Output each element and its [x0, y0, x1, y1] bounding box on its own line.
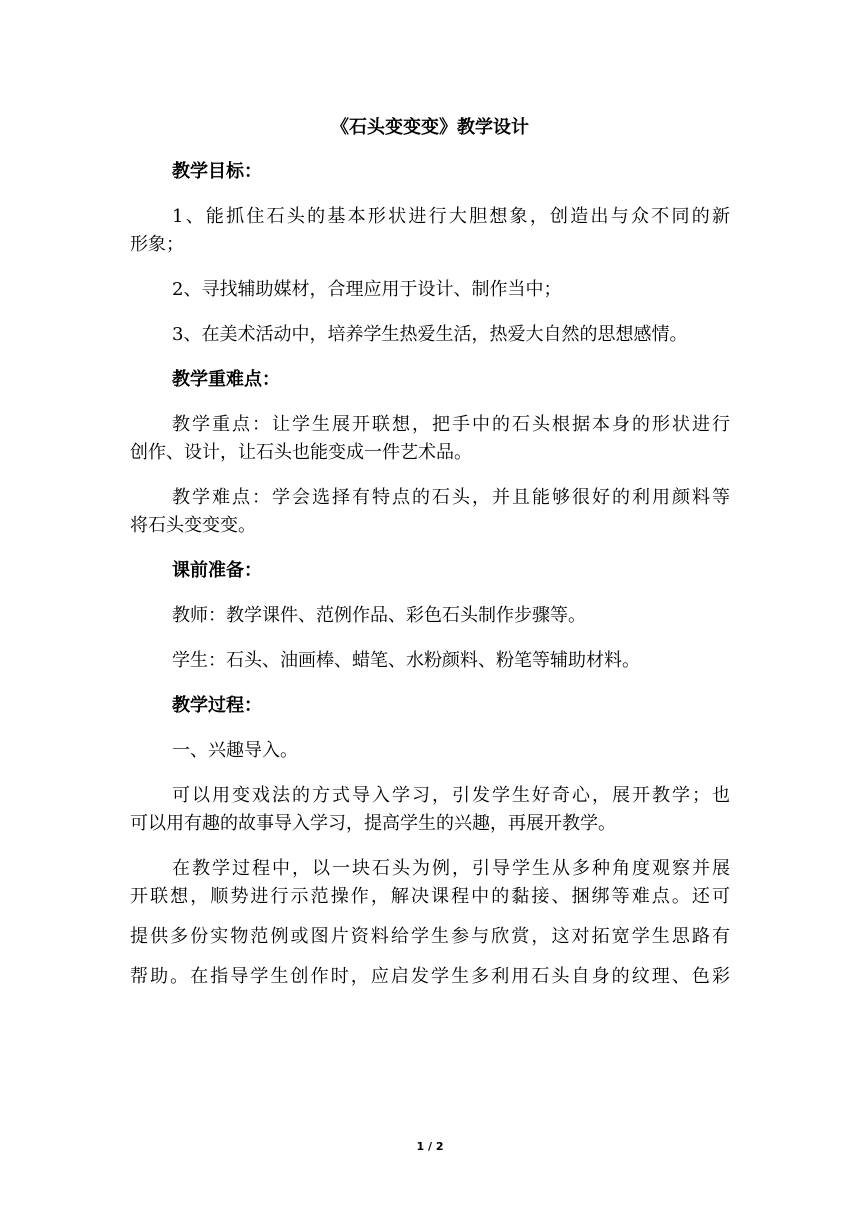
process-paragraph-1-line-2: 可以用有趣的故事导入学习，提高学生的兴趣，再展开教学。 — [130, 813, 616, 834]
process-paragraph-1-line-1: 可以用变戏法的方式导入学习，引发学生好奇心，展开教学；也 — [172, 785, 730, 806]
goal-item-1-line-2: 形象； — [130, 234, 184, 255]
process-paragraph-2-line-1: 在教学过程中，以一块石头为例，引导学生从多种角度观察并展 — [172, 858, 730, 879]
key-point-line-2: 创作、设计，让石头也能变成一件艺术品。 — [130, 442, 472, 463]
key-points-heading: 教学重难点： — [172, 369, 280, 390]
process-step-1: 一、兴趣导入。 — [172, 740, 298, 761]
process-heading: 教学过程： — [172, 695, 262, 716]
goal-item-3: 3、在美术活动中，培养学生热爱生活，热爱大自然的思想感情。 — [172, 324, 688, 345]
process-paragraph-2-line-4: 帮助。在指导学生创作时，应启发学生多利用石头自身的纹理、色彩 — [130, 966, 730, 987]
page-number: 1 / 2 — [416, 1140, 444, 1153]
process-paragraph-2-line-2: 开联想，顺势进行示范操作，解决课程中的黏接、捆绑等难点。还可 — [130, 886, 730, 907]
document-title: 《石头变变变》教学设计 — [331, 117, 529, 138]
goals-heading: 教学目标： — [172, 161, 262, 182]
preparation-heading: 课前准备： — [172, 560, 262, 581]
preparation-teacher: 教师：教学课件、范例作品、彩色石头制作步骤等。 — [172, 605, 586, 626]
preparation-student: 学生：石头、油画棒、蜡笔、水粉颜料、粉笔等辅助材料。 — [172, 650, 640, 671]
difficult-point-line-1: 教学难点：学会选择有特点的石头，并且能够很好的利用颜料等 — [172, 487, 730, 508]
process-paragraph-2-line-3: 提供多份实物范例或图片资料给学生参与欣赏，这对拓宽学生思路有 — [130, 926, 730, 947]
goal-item-2: 2、寻找辅助媒材，合理应用于设计、制作当中； — [172, 279, 562, 300]
goal-item-1-line-1: 1、能抓住石头的基本形状进行大胆想象，创造出与众不同的新 — [172, 206, 730, 227]
key-point-line-1: 教学重点：让学生展开联想，把手中的石头根据本身的形状进行 — [172, 414, 730, 435]
difficult-point-line-2: 将石头变变变。 — [130, 515, 256, 536]
document-page — [130, 114, 730, 991]
